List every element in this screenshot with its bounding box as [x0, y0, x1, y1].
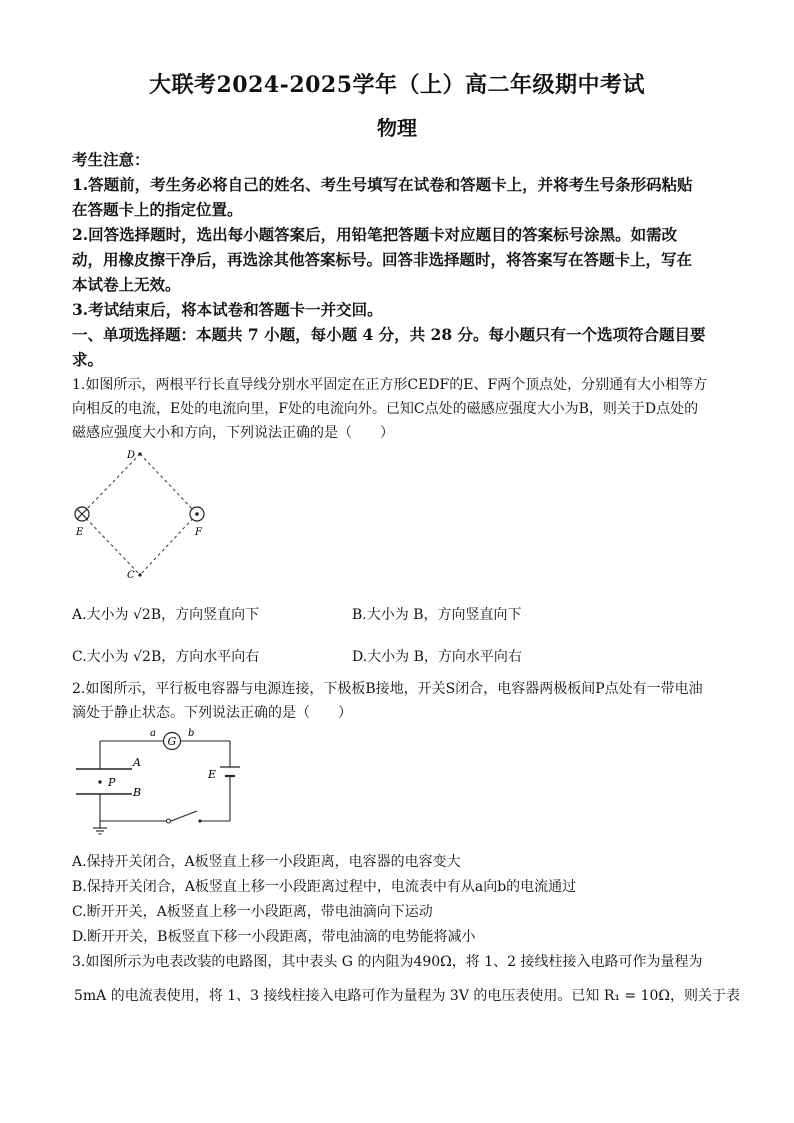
subject-title: 物理 — [377, 116, 417, 140]
label-b-terminal: b — [188, 728, 195, 739]
notice-item-2a: 2.回答选择题时，选出每小题答案后，用铅笔把答题卡对应题目的答案标号涂黑。如需改 — [72, 225, 678, 244]
exam-title: 大联考2024-2025学年（上）高二年级期中考试 — [148, 72, 646, 98]
q1-option-c[interactable]: C.大小为 √2B，方向水平向右 — [72, 649, 260, 665]
label-p: P — [108, 776, 116, 789]
q1-option-d[interactable]: D.大小为 B，方向水平向右 — [352, 649, 522, 665]
q1-stem-line-2: 向相反的电流，E处的电流向里，F处的电流向外。已知C点处的磁感应强度大小为B，则关于D点处的 — [72, 401, 699, 417]
q2-option-c[interactable]: C.断开开关，A板竖直上移一小段距离，带电油滴向下运动 — [72, 904, 433, 920]
svg-text:G: G — [167, 735, 177, 748]
point-d — [138, 452, 141, 455]
section1-heading: 一、单项选择题：本题共 7 小题，每小题 4 分，共 28 分。每小题只有一个选项符合题目要 — [72, 325, 706, 344]
label-d: D — [127, 450, 136, 461]
q3-stem-line-2: 5mA 的电流表使用，将 1、3 接线柱接入电路可作为量程为 3V 的电压表使用。已知 R₁ = 10Ω，则关于表 — [74, 988, 741, 1004]
q2-capacitor-circuit-figure — [70, 726, 240, 838]
q2-stem-line-1: 2.如图所示，平行板电容器与电源连接，下极板B接地，开关S闭合，电容器两极板间P点处有一带电油 — [72, 681, 703, 697]
label-a-terminal: a — [150, 728, 156, 739]
q2-stem-line-2: 滴处于静止状态。下列说法正确的是（ ） — [72, 705, 352, 721]
label-f: F — [195, 527, 202, 538]
point-p — [98, 780, 101, 783]
q2-option-d[interactable]: D.断开开关，B板竖直下移一小段距离，带电油滴的电势能将减小 — [72, 929, 476, 945]
notice-item-1b: 在答题卡上的指定位置。 — [72, 200, 243, 219]
notice-item-2b: 动，用橡皮擦干净后，再选涂其他答案标号。回答非选择题时，将答案写在答题卡上，写在 — [72, 250, 693, 269]
q1-square-figure — [70, 448, 220, 584]
wire-e-into-page-icon — [75, 507, 89, 521]
label-plate-a: A — [133, 756, 141, 769]
q1-option-b[interactable]: B.大小为 B，方向竖直向下 — [352, 607, 522, 623]
galvanometer-icon — [164, 733, 181, 750]
q1-stem-line-1: 1.如图所示，两根平行长直导线分别水平固定在正方形CEDF的E、F两个顶点处，分别通有大小相等方 — [72, 377, 708, 393]
notice-heading: 考生注意： — [72, 150, 150, 169]
section1-heading-cont: 求。 — [72, 350, 104, 369]
battery-icon — [220, 767, 240, 776]
label-c: C — [127, 570, 135, 581]
notice-item-1a: 1.答题前，考生务必将自己的姓名、考生号填写在试卷和答题卡上，并将考生号条形码粘贴 — [72, 175, 693, 194]
label-plate-b: B — [133, 786, 142, 799]
point-c — [138, 573, 141, 576]
wire-f-out-of-page-icon — [190, 507, 204, 521]
q1-option-a[interactable]: A.大小为 √2B，方向竖直向下 — [72, 607, 260, 623]
q2-option-a[interactable]: A.保持开关闭合，A板竖直上移一小段距离，电容器的电容变大 — [72, 854, 461, 870]
label-e: E — [76, 527, 84, 538]
q3-stem-line-1: 3.如图所示为电表改装的电路图，其中表头 G 的内阻为490Ω，将 1、2 接线柱接入电路可作为量程为 — [72, 954, 703, 970]
q1-stem-line-3: 磁感应强度大小和方向，下列说法正确的是（ ） — [72, 425, 394, 441]
q2-option-b[interactable]: B.保持开关闭合，A板竖直上移一小段距离过程中，电流表中有从a向b的电流通过 — [72, 879, 577, 895]
notice-item-2c: 本试卷上无效。 — [72, 275, 181, 294]
notice-item-3: 3.考试结束后，将本试卷和答题卡一并交回。 — [72, 300, 383, 319]
label-e: E — [208, 768, 217, 781]
